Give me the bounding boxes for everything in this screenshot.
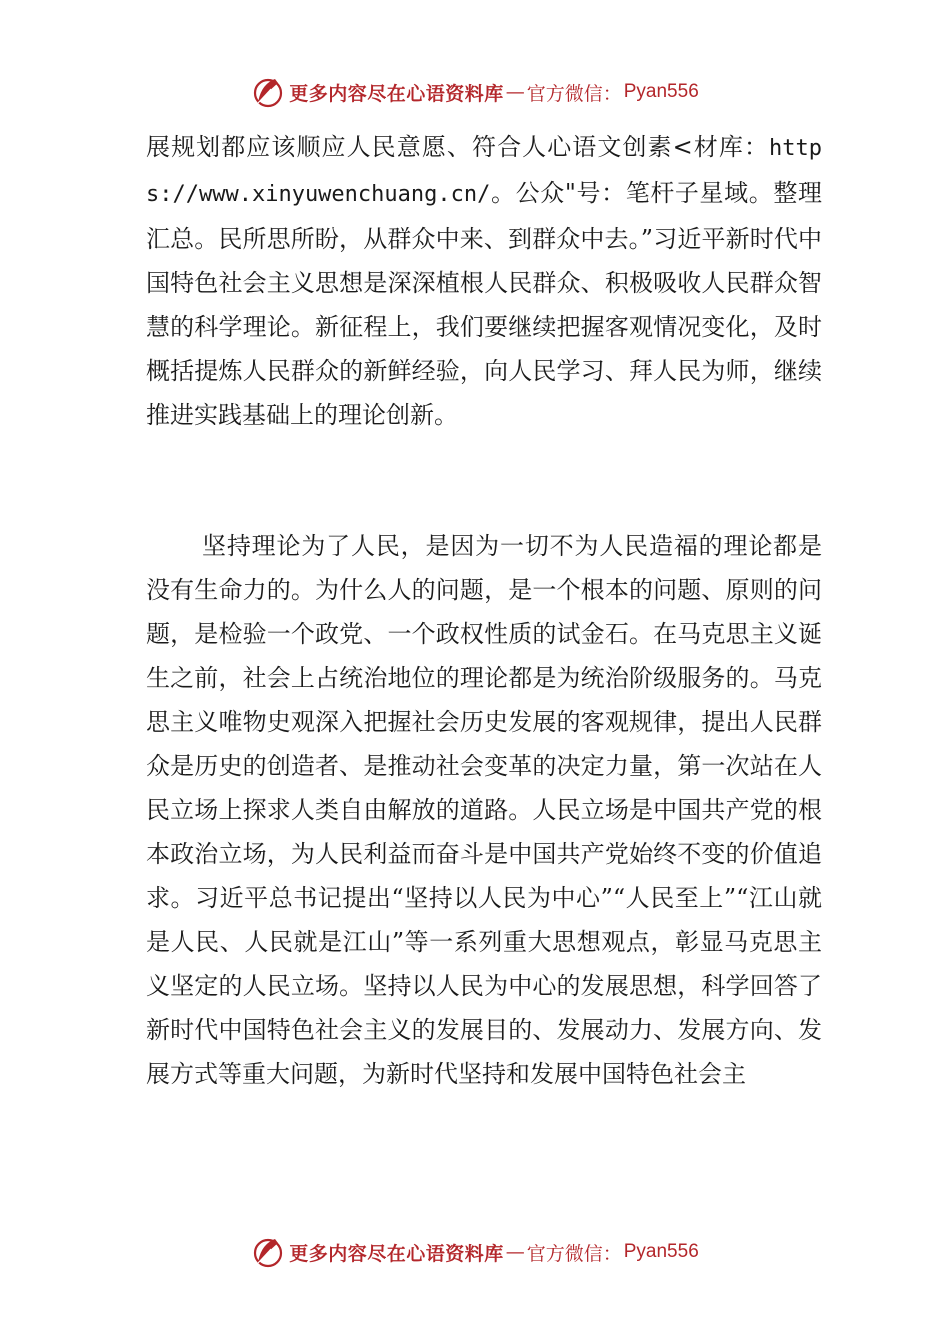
paragraph-1-part-b: 。公众"号：笔杆子星域。整理汇总。民所思所盼，从群众中来、到群众中去。”习近平新时代中国特色社会主义思想是深深植根人民群众、积极吸收人民群众智慧的科学理论。新征程上，我们要继续把握客观情况变化，及时概括提炼人民群众的新鲜经验，向人民学习、拜人民为师，继续推进实践基础上的理论创新。 <box>146 179 822 429</box>
banner-separator: — <box>505 81 525 103</box>
paragraph-1-part-a: 展规划都应该顺应人民意愿、符合人心语文创素<材库： <box>146 133 770 161</box>
banner-official-label: 官方微信： <box>526 1242 622 1265</box>
banner-separator: — <box>505 1241 525 1263</box>
header-banner <box>0 72 950 112</box>
feather-quill-logo-icon <box>251 75 285 109</box>
banner-slogan: 更多内容尽在心语资料库 <box>289 1242 504 1265</box>
paragraph-1 <box>146 125 822 437</box>
banner-wechat-id: Pyan556 <box>623 1241 699 1262</box>
footer-banner <box>0 1232 950 1272</box>
banner-slogan: 更多内容尽在心语资料库 <box>289 82 504 105</box>
feather-quill-logo-icon <box>251 1235 285 1269</box>
source-url-link[interactable]: https://www.xinyuwenchuang.cn/ <box>146 136 822 207</box>
banner-wechat-id: Pyan556 <box>623 81 699 102</box>
banner-official-label: 官方微信： <box>526 82 622 105</box>
paragraph-2: 坚持理论为了人民，是因为一切不为人民造福的理论都是没有生命力的。为什么人的问题，是一个根本的问题、原则的问题，是检验一个政党、一个政权性质的试金石。在马克思主义诞生之前，社会上占统治地位的理论都是为统治阶级服务的。马克思主义唯物史观深入把握社会历史发展的客观规律，提出人民群众是历史的创造者、是推动社会变革的决定力量，第一次站在人民立场上探求人类自由解放的道路。人民立场是中国共产党的根本政治立场，为人民利益而奋斗是中国共产党始终不变的价值追求。习近平总书记提出“坚持以人民为中心”“人民至上”“江山就是人民、人民就是江山”等一系列重大思想观点，彰显马克思主义坚定的人民立场。坚持以人民为中心的发展思想，科学回答了新时代中国特色社会主义的发展目的、发展动力、发展方向、发展方式等重大问题，为新时代坚持和发展中国特色社会主 <box>146 532 822 1088</box>
